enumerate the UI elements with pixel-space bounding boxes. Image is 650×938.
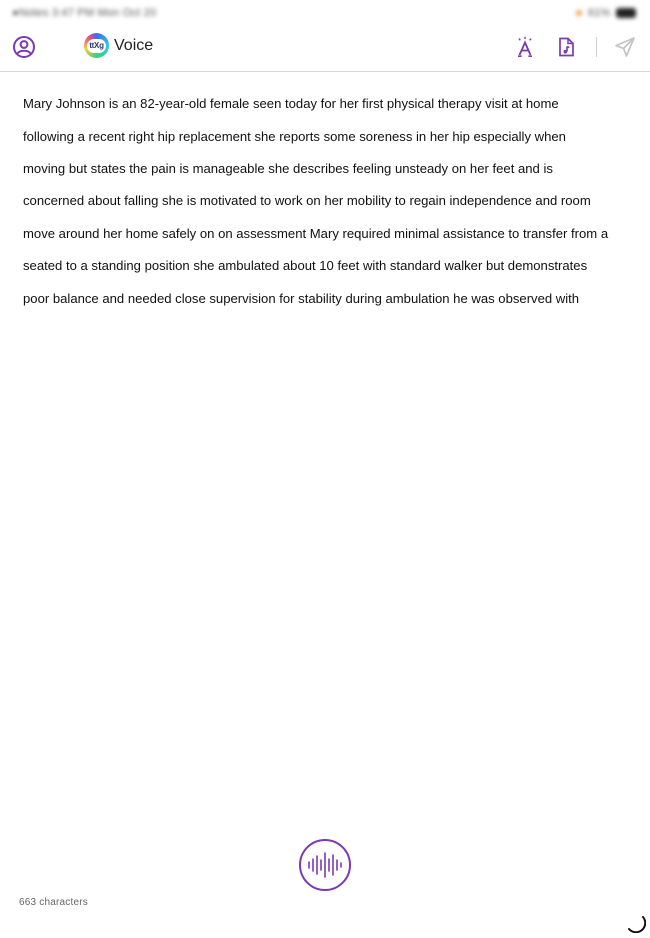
status-time: ●Notes 3:47 PM Mon Oct 20 [12,7,157,19]
character-count: 663 characters [19,897,88,908]
ai-font-button[interactable] [514,36,536,58]
battery-percent: 61% [587,7,610,19]
loading-spinner-icon [626,913,646,933]
document-audio-button[interactable] [555,36,577,58]
toolbar-divider [596,37,597,57]
record-button[interactable] [299,839,351,891]
top-toolbar [0,26,650,72]
page-title: Voice [114,36,154,54]
send-button[interactable] [614,36,636,58]
transcript-line: seated to a standing position she ambulated about 10 feet with standard walker but demonstrates [23,258,588,274]
status-indicators [576,7,636,19]
waveform-icon [305,850,345,880]
location-dot-icon [576,10,582,16]
transcript-line: moving but states the pain is manageable she describes feeling unsteady on her feet and is [23,161,553,177]
document-audio-icon [555,36,577,58]
transcript-line: move around her home safely on on assessment Mary required minimal assistance to transfer from a [23,225,609,241]
transcript-line: following a recent right hip replacement she reports some soreness in her hip especially when [23,128,566,144]
app-brand [84,33,153,58]
send-icon [614,36,636,58]
profile-button[interactable] [12,35,36,59]
app-logo [84,33,109,58]
app-logo-text: ttXg [87,39,106,53]
transcript-line: concerned about falling she is motivated to work on her mobility to regain independence and room [23,193,591,209]
ai-font-icon [514,36,536,58]
profile-icon [12,35,36,59]
transcript-text[interactable] [23,80,633,323]
battery-icon [616,8,636,18]
status-bar [0,0,650,26]
transcript-line: Mary Johnson is an 82-year-old female seen today for her first physical therapy visit at home [23,96,559,112]
transcript-line: poor balance and needed close supervision for stability during ambulation he was observed with [23,290,580,306]
